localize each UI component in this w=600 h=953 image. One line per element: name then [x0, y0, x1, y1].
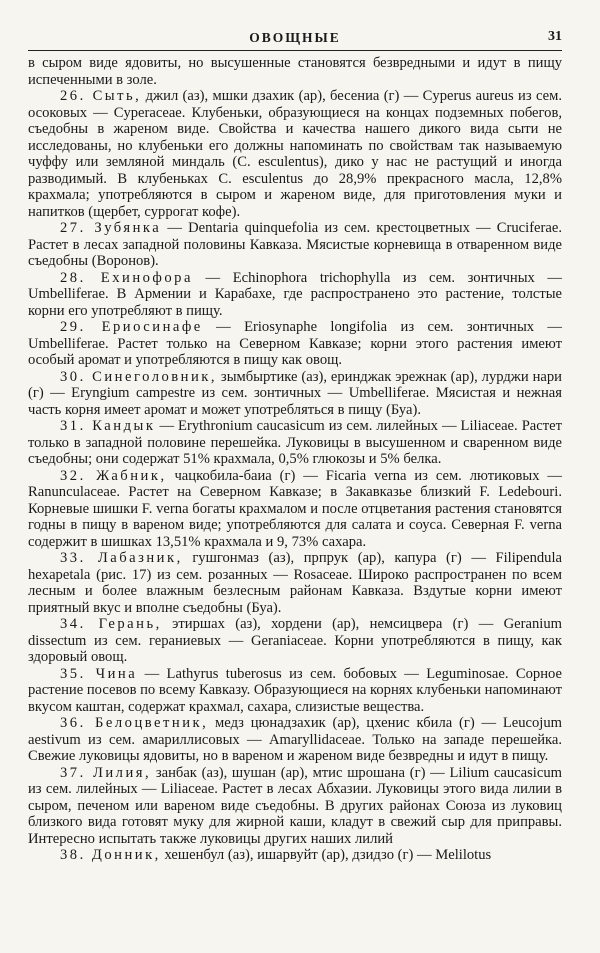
- entry-lead: 33. Лабазник,: [60, 550, 183, 566]
- entry-paragraph: [28, 270, 562, 320]
- entry-text: — Erythronium caucasicum из сем. лилейных — Liliaceae. Растет только в западной половине перешейка. Луковицы в высушенном и сваренном виде съедобны; они содержат 51% крахмала, 0,5% глюкозы и 5% белка.: [28, 418, 562, 467]
- entry-lead: 32. Жабник,: [60, 467, 167, 484]
- entry-paragraph: [28, 765, 562, 848]
- entry-text: чацкобила-баиа (г) — Ficaria verna из сем. лютиковых — Ranunculaceae. Растет на Северном Кавказе; в Закавказье близкий F. Ledebouri. Корневые шишки F. verna богаты крахмалом и после отцветания растения становятся годны в пищу в вареном виде; употребляются для салата и соуса. Северная F. verna содержит в шишках 13,51% крахмала и 9, 73% сахара.: [28, 467, 562, 550]
- entry-text: — Dentaria quinquefolia из сем. крестоцветных — Cruciferae. Растет в лесах западной половины Кавказа. Мясистые корневища в отваренном виде съедобны (Воронов).: [28, 220, 562, 269]
- entry-paragraph: [28, 468, 562, 551]
- entry-lead: 27. Зубянка: [60, 220, 162, 236]
- entry-lead: 29. Ериосинафе: [60, 319, 203, 335]
- entry-paragraph: [28, 88, 562, 220]
- entry-text: занбак (аз), шушан (ар), мтис шрошана (г) — Lilium caucasicum из сем. лилейных — Liliaceae. Растет в лесах Абхазии. Луковицы этого вида лилии в сыром, печеном или вареном виде съедобны. В других районах Союза из луковиц близкого вида готовят муку для жирной каши, кладут в свежий сыр для приправы. Интересно испытать также луковицы других наших лилий: [28, 764, 562, 847]
- entry-lead: 37. Лилия,: [60, 764, 152, 781]
- entry-text: этиршах (аз), хордени (ар), немсицвера (г) — Geranium dissectum из сем. гераниевых — Geraniaceae. Корни употребляются в пищу, как здоровый овощ.: [28, 616, 562, 665]
- entry-text: хешенбул (аз), ишарвуйт (ар), дзидзо (г) — Melilotus: [160, 847, 492, 863]
- entry-text: гушгонмаз (аз), прпрук (ар), капура (г) — Filipendula hexapetala (рис. 17) из сем. розанных — Rosaceae. Широко распространен по всем лесным и более влажным безлесным районам Кавказа. Вздутые корни имеют приятный вкус и вполне съедобны (Буа).: [28, 550, 562, 616]
- entry-paragraph: [28, 220, 562, 270]
- entry-lead: 28. Ехинофора: [60, 269, 193, 286]
- text-body: [28, 55, 562, 864]
- entry-lead: 26. Сыть,: [60, 88, 142, 104]
- running-header: [28, 30, 562, 51]
- entry-paragraph: [28, 369, 562, 419]
- entry-text: зымбыртике (аз), еринджак эрежнак (ар), лурджи нари (г) — Eryngium campestre из сем. зонтичных — Umbelliferae. Мясистая и нежная часть корня имеет аромат и может употребляться в пищу (Буа).: [28, 368, 562, 418]
- entry-lead: 35. Чина: [60, 665, 138, 682]
- entry-paragraph: [28, 418, 562, 468]
- entry-lead: 31. Кандык: [60, 418, 156, 434]
- entry-text: — Echinophora trichophylla из сем. зонтичных — Umbelliferae. В Армении и Карабахе, где распространено это растение, толстые корни его употребляют в пищу.: [28, 269, 562, 319]
- entry-paragraph: [28, 616, 562, 666]
- entry-paragraph: [28, 715, 562, 765]
- entry-text: — Eriosynaphe longifolia из сем. зонтичных — Umbelliferae. Растет только на Северном Кавказе; корни этого растения имеют особый аромат и употребляются в пищу как овощ.: [28, 319, 562, 368]
- entry-text: в сыром виде ядовиты, но высушенные становятся безвредными и идут в пищу испеченными в золе.: [28, 55, 562, 88]
- entry-text: медз цюнадзахик (ар), цхенис кбила (г) — Leucojum aestivum из сем. амариллисовых — Amaryllidaceae. Только на западе перешейка. Свежие луковицы ядовиты, но в вареном и жареном виде безвредны и идут в пищу.: [28, 715, 563, 764]
- entry-lead: 30. Синеголовник,: [60, 368, 218, 385]
- entry-paragraph: [28, 847, 562, 864]
- entry-paragraph: [28, 666, 562, 716]
- entry-lead: 34. Герань,: [60, 616, 162, 632]
- entry-lead: 36. Белоцветник,: [60, 715, 209, 731]
- entry-paragraph: [28, 550, 562, 616]
- section-title: ОВОЩНЫЕ: [249, 30, 341, 45]
- entry-lead: 38. Донник,: [60, 847, 161, 863]
- page-number: 31: [548, 29, 562, 44]
- continuation-paragraph: [28, 55, 562, 88]
- entry-text: джил (аз), мшки дзахик (ар), бесениа (г) — Cyperus aureus из сем. осоковых — Cyperaceae. Клубеньки, образующиеся на концах подземных побегов, съедобны в жареном виде. Свойства и качества нашего дикого вида сыти не исследованы, но клубеньки его должны напоминать по свойствам так называемую чуффу или земляной миндаль (C. esculentus), дико у нас не растущий и иногда разводимый. В клубеньках C. esculentus до 28,9% прекрасного масла, 12,8% крахмала; употребляются в сыром и жареном виде, для приготовления муки и напитков (щербет, суррогат кофе).: [28, 88, 562, 220]
- entry-text: — Lathyrus tuberosus из сем. бобовых — Leguminosae. Сорное растение посевов по всему Кавказу. Образующиеся на корнях клубеньки напоминают вкусом каштан, содержат крахмал, сахара, слизистые вещества.: [28, 665, 562, 715]
- entry-paragraph: [28, 319, 562, 369]
